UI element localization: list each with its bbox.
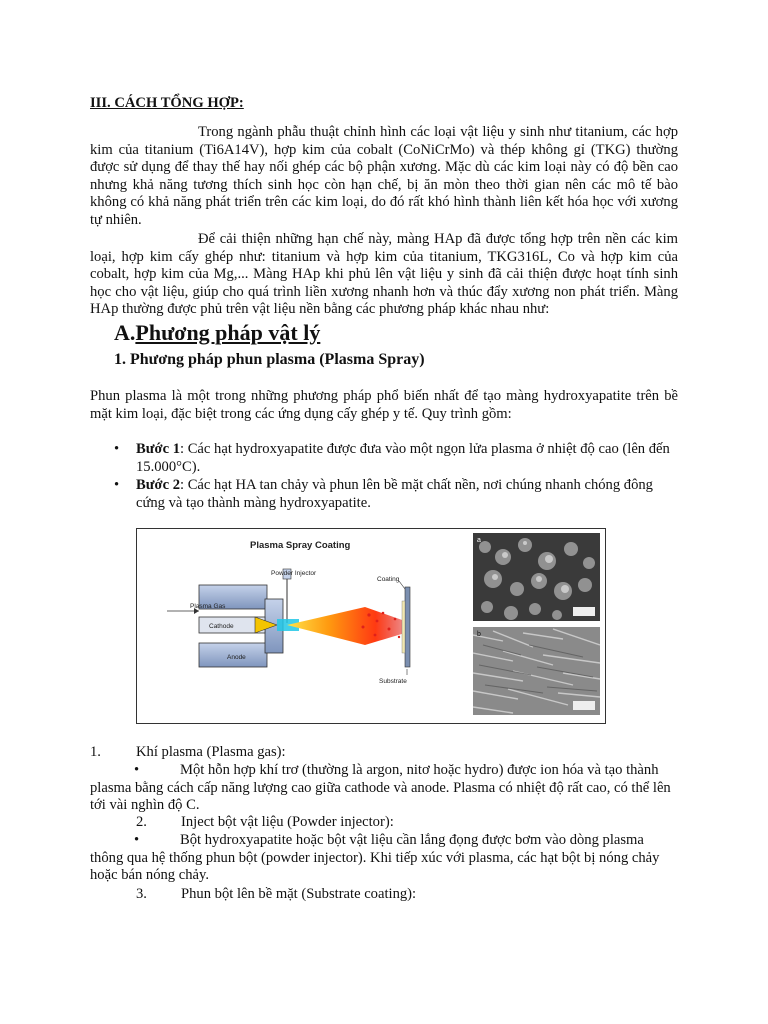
- list-item-substrate-coating: [136, 886, 416, 904]
- substrate-label: Substrate: [379, 678, 407, 685]
- paragraph-improvement-text: Để cải thiện những hạn chế này, màng HAp đã được tổng hợp trên nền các kim loại, hợp kim cấy ghép như: titanium và hợp kim của titanium, TKG316L, Co và hợp kim của cobalt, hợp kim của Mg,... Màng HAp khi phủ lên vật liệu y sinh đã cải thiện được hoạt tính sinh học cho vật liệu, giúp cho quá trình liền xương nhanh hơn và thúc đẩy xương non phát triển. Màng HAp thường được phủ trên vật liệu nền bằng các phương pháp khác nhau như:: [90, 231, 678, 318]
- section-title: III. CÁCH TỔNG HỢP:: [90, 95, 244, 111]
- anode-label: Anode: [227, 654, 246, 661]
- micrograph-b-image: [473, 627, 600, 715]
- list-item-plasma-gas: Khí plasma (Plasma gas):: [136, 744, 286, 760]
- step-text: : Các hạt hydroxyapatite được đưa vào một ngọn lửa plasma ở nhiệt độ cao (lên đến 15.000°C).: [136, 441, 670, 475]
- paragraph-plasma-intro: Phun plasma là một trong những phương pháp phổ biến nhất để tạo màng hydroxyapatite trên bề mặt kim loại, đặc biệt trong các ứng dụng cấy ghép y tế. Quy trình gồm:: [90, 388, 678, 422]
- plasma-gas-label: Plasma Gas: [190, 603, 226, 610]
- micrograph-a-texture: [473, 533, 600, 621]
- heading-prefix: A.: [114, 320, 136, 345]
- list-num-1: 1.: [90, 744, 101, 760]
- bullet-dot: •: [114, 441, 120, 457]
- heading-text: Phương pháp vật lý: [135, 320, 321, 345]
- figure-title: Plasma Spray Coating: [250, 540, 351, 551]
- coating-label: Coating: [377, 576, 400, 583]
- coating-leader-line: [399, 581, 405, 589]
- micrograph-a-image: [473, 533, 600, 621]
- bullet-step-1: [114, 441, 674, 476]
- bullet-step-2: [114, 477, 674, 512]
- paragraph-intro-text: Trong ngành phẫu thuật chỉnh hình các loại vật liệu y sinh như titanium, các hợp kim của titanium (Ti6A14V), hợp kim của cobalt (CoNiCrMo) và thép không gỉ (TKG) thường được sử dụng để thay thế hay nối ghép các bộ phận xương. Mặc dù các kim loại này có độ bền cao nhưng khả năng tương thích sinh học còn hạn chế, bị ăn mòn theo thời gian nên các mô tế bào không có khả năng phát triển trên các kim loại, do đó rất khó hình thành liên kết hóa học với xương tự nhiên.: [90, 124, 678, 228]
- step-label: Bước 2: [136, 477, 180, 493]
- substrate-plate: [405, 587, 410, 667]
- plasma-spray-figure: [136, 528, 606, 724]
- paragraph-improvement: [90, 231, 678, 319]
- bullet-dot: •: [114, 477, 120, 493]
- paragraph-intro: [90, 124, 678, 230]
- powder-injector-label: Powder Injector: [271, 570, 317, 577]
- list-bullet-plasma-gas: [90, 762, 678, 815]
- heading-physical-methods: [114, 320, 320, 346]
- bullet-dot: •: [134, 762, 140, 778]
- list-bullet-powder-injector: [90, 832, 678, 885]
- micrograph-a-label: a: [477, 537, 481, 544]
- list-num-3: 3.: [136, 886, 147, 902]
- coating-layer: [402, 601, 405, 653]
- list-bullet-text: Một hỗn hợp khí trơ (thường là argon, nitơ hoặc hydro) được ion hóa và tạo thành plasma bằng cách cấp năng lượng cao giữa cathode và anode. Plasma có nhiệt độ rất cao, có thể lên tới vài nghìn độ C.: [90, 762, 671, 814]
- heading-plasma-spray: 1. Phương pháp phun plasma (Plasma Spray): [114, 351, 425, 368]
- cathode-label: Cathode: [209, 623, 234, 630]
- list-bullet-text: Bột hydroxyapatite hoặc bột vật liệu cần lắng đọng được bơm vào dòng plasma thông qua hệ thống phun bột (powder injector). Khi tiếp xúc với plasma, các hạt bột bị nóng chảy hoặc bán nóng chảy.: [90, 832, 660, 884]
- micrograph-b-label: b: [477, 631, 481, 638]
- list-item-text: Inject bột vật liệu (Powder injector):: [181, 814, 394, 830]
- list-num-2: 2.: [136, 814, 147, 830]
- step-label: Bước 1: [136, 441, 180, 457]
- micrograph-b-texture: [473, 627, 600, 715]
- list-item-text: Phun bột lên bề mặt (Substrate coating):: [181, 886, 417, 902]
- step-text: : Các hạt HA tan chảy và phun lên bề mặt chất nền, nơi chúng nhanh chóng đông cứng và tạo thành màng hydroxyapatite.: [136, 477, 653, 511]
- bullet-dot: •: [134, 832, 140, 848]
- plasma-flame: [287, 607, 405, 645]
- list-item-powder-injector: [136, 814, 394, 832]
